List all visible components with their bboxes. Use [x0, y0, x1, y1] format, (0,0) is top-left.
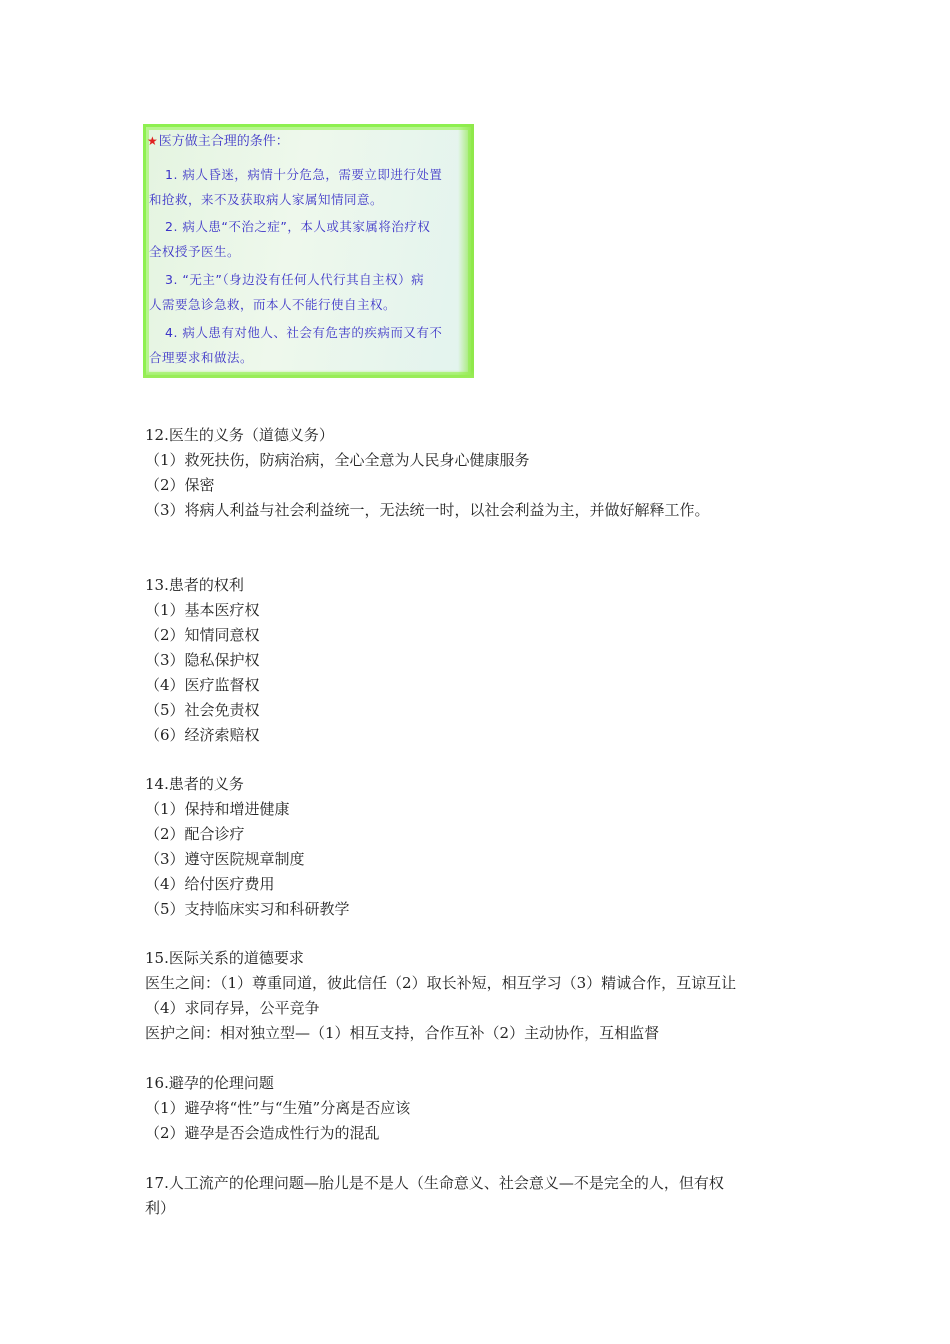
section-16-title: 16.避孕的伦理问题	[145, 1074, 274, 1092]
section-16-item: （2）避孕是否会造成性行为的混乱	[145, 1124, 380, 1142]
slide-line: 2. 病人患“不治之症”，本人或其家属将治疗权	[165, 219, 431, 234]
slide-line: 全权授予医生。	[149, 244, 241, 259]
slide-photo	[143, 124, 474, 378]
slide-line: 3. “无主”（身边没有任何人代行其自主权）病	[165, 272, 425, 287]
section-14-item: （1）保持和增进健康	[145, 800, 290, 818]
slide-line: 人需要急诊急救，而本人不能行使自主权。	[149, 297, 397, 312]
star-icon: ★	[147, 134, 158, 148]
slide-line: 和抢救，来不及获取病人家属知情同意。	[149, 192, 384, 207]
section-17-cont: 利）	[145, 1199, 176, 1217]
section-13-item: （1）基本医疗权	[145, 601, 260, 619]
section-12-item: （3）将病人利益与社会利益统一，无法统一时，以社会利益为主，并做好解释工作。	[145, 501, 710, 519]
section-15-item: （4）求同存异，公平竞争	[145, 999, 320, 1017]
section-13-title: 13.患者的权利	[145, 576, 244, 594]
section-13-item: （2）知情同意权	[145, 626, 260, 644]
section-15-title: 15.医际关系的道德要求	[145, 949, 304, 967]
section-13-item: （6）经济索赔权	[145, 726, 260, 744]
section-14-item: （5）支持临床实习和科研教学	[145, 900, 350, 918]
section-13-item: （5）社会免责权	[145, 701, 260, 719]
section-12-item: （1）救死扶伤，防病治病，全心全意为人民身心健康服务	[145, 451, 530, 469]
slide-title	[147, 130, 289, 149]
section-14-item: （2）配合诊疗	[145, 825, 245, 843]
section-14-item: （4）给付医疗费用	[145, 875, 275, 893]
section-13-item: （4）医疗监督权	[145, 676, 260, 694]
section-12-item: （2）保密	[145, 476, 215, 494]
section-16-item: （1）避孕将“性”与“生殖”分离是否应该	[145, 1099, 411, 1117]
section-17-title: 17.人工流产的伦理问题—胎儿是不是人（生命意义、社会意义—不是完全的人，但有权	[145, 1174, 724, 1192]
section-13-item: （3）隐私保护权	[145, 651, 260, 669]
slide-line: 4. 病人患有对他人、社会有危害的疾病而又有不	[165, 325, 443, 340]
slide-title-text: 医方做主合理的条件：	[158, 134, 289, 149]
slide-line: 合理要求和做法。	[149, 350, 254, 365]
section-15-item: 医生之间：（1）尊重同道，彼此信任（2）取长补短，相互学习（3）精诚合作，互谅互让	[145, 974, 737, 992]
section-15-item: 医护之间：相对独立型—（1）相互支持，合作互补（2）主动协作，互相监督	[145, 1024, 660, 1042]
section-14-title: 14.患者的义务	[145, 775, 244, 793]
section-14-item: （3）遵守医院规章制度	[145, 850, 305, 868]
section-12-title: 12.医生的义务（道德义务）	[145, 426, 334, 444]
slide-line: 1. 病人昏迷，病情十分危急，需要立即进行处置	[165, 167, 443, 182]
